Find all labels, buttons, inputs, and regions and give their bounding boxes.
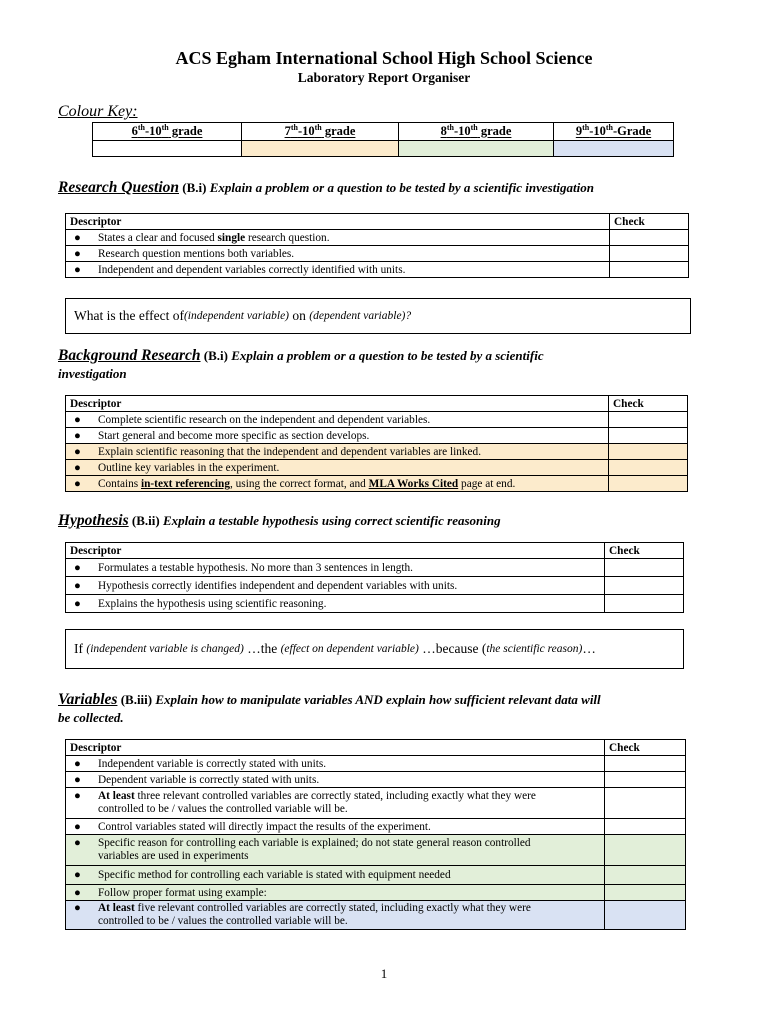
check-header: Check (610, 214, 689, 230)
check-cell[interactable] (605, 559, 684, 577)
swatch-green (399, 141, 554, 157)
check-cell[interactable] (605, 819, 686, 835)
table-row: ● At least three relevant controlled variables are correctly stated, including exactly what they were controlled to be / values the controlled variable will be. (66, 788, 686, 819)
table-row: ● Follow proper format using example: (66, 885, 686, 901)
check-cell[interactable] (605, 788, 686, 819)
hypothesis-heading: Hypothesis (B.ii) Explain a testable hypothesis using correct scientific reasoning (58, 512, 501, 529)
check-cell[interactable] (605, 885, 686, 901)
research-question-heading: Research Question (B.i) Explain a problem or a question to be tested by a scientific investigation (58, 179, 594, 196)
swatch-white (93, 141, 242, 157)
table-row: ● Hypothesis correctly identifies independent and dependent variables with units. (66, 577, 684, 595)
background-research-table (65, 395, 688, 492)
check-header: Check (609, 396, 688, 412)
check-cell[interactable] (610, 262, 689, 278)
hypothesis-table (65, 542, 684, 613)
table-row: ● At least five relevant controlled variables are correctly stated, including exactly what they were controlled to be / values the controlled variable will be. (66, 901, 686, 930)
descriptor-header: Descriptor (66, 740, 605, 756)
research-question-table (65, 213, 689, 278)
check-cell[interactable] (605, 866, 686, 885)
grade-8-10-label: 8th-10th grade (399, 123, 554, 141)
table-row: ● Contains in-text referencing, using the correct format, and MLA Works Cited page at end. (66, 476, 688, 492)
background-research-heading: Background Research (B.i) Explain a problem or a question to be tested by a scientific investigation (58, 347, 544, 381)
variables-heading: Variables (B.iii) Explain how to manipulate variables AND explain how sufficient relevant data will be collected. (58, 691, 601, 725)
descriptor-header: Descriptor (66, 543, 605, 559)
check-cell[interactable] (609, 460, 688, 476)
table-row: ● Specific reason for controlling each variable is explained; do not state general reason controlled variables are used in experiments (66, 835, 686, 866)
variables-table (65, 739, 686, 930)
table-row: ● Complete scientific research on the independent and dependent variables. (66, 412, 688, 428)
table-row: ● Outline key variables in the experiment. (66, 460, 688, 476)
check-cell[interactable] (605, 595, 684, 613)
check-header: Check (605, 543, 684, 559)
table-row: ● Formulates a testable hypothesis. No more than 3 sentences in length. (66, 559, 684, 577)
check-cell[interactable] (609, 412, 688, 428)
check-cell[interactable] (605, 835, 686, 866)
check-cell[interactable] (609, 476, 688, 492)
check-cell[interactable] (610, 246, 689, 262)
table-row: ● Dependent variable is correctly stated with units. (66, 772, 686, 788)
document-title: ACS Egham International School High School Science (175, 48, 593, 68)
table-row: ● Research question mentions both variables. (66, 246, 689, 262)
colour-key-label: Colour Key: (58, 103, 138, 120)
grade-6-10-label: 6th-10th grade (93, 123, 242, 141)
swatch-orange (242, 141, 399, 157)
check-cell[interactable] (605, 577, 684, 595)
check-cell[interactable] (605, 756, 686, 772)
page-number: 1 (380, 966, 388, 981)
descriptor-header: Descriptor (66, 214, 610, 230)
table-row: ● Explains the hypothesis using scientific reasoning. (66, 595, 684, 613)
check-cell[interactable] (610, 230, 689, 246)
descriptor-header: Descriptor (66, 396, 609, 412)
table-row: ● Independent variable is correctly stated with units. (66, 756, 686, 772)
check-cell[interactable] (605, 901, 686, 930)
hypothesis-template[interactable]: If (independent variable is changed) …the (effect on dependent variable) …because ( the scientific reason) … (65, 629, 684, 669)
table-row: ● Independent and dependent variables correctly identified with units. (66, 262, 689, 278)
document-subtitle: Laboratory Report Organiser (297, 70, 471, 85)
table-row: ● Start general and become more specific as section develops. (66, 428, 688, 444)
grade-7-10-label: 7th-10th grade (242, 123, 399, 141)
check-cell[interactable] (609, 428, 688, 444)
table-row: ● Control variables stated will directly impact the results of the experiment. (66, 819, 686, 835)
check-header: Check (605, 740, 686, 756)
check-cell[interactable] (609, 444, 688, 460)
table-row: ● Specific method for controlling each variable is stated with equipment needed (66, 866, 686, 885)
table-row: ● States a clear and focused single research question. (66, 230, 689, 246)
check-cell[interactable] (605, 772, 686, 788)
table-row: ● Explain scientific reasoning that the independent and dependent variables are linked. (66, 444, 688, 460)
research-question-template[interactable]: What is the effect of (independent variable) on (dependent variable)? (65, 298, 691, 334)
grade-9-10-label: 9th-10th-Grade (554, 123, 674, 141)
swatch-blue (554, 141, 674, 157)
colour-key-table (92, 122, 674, 157)
